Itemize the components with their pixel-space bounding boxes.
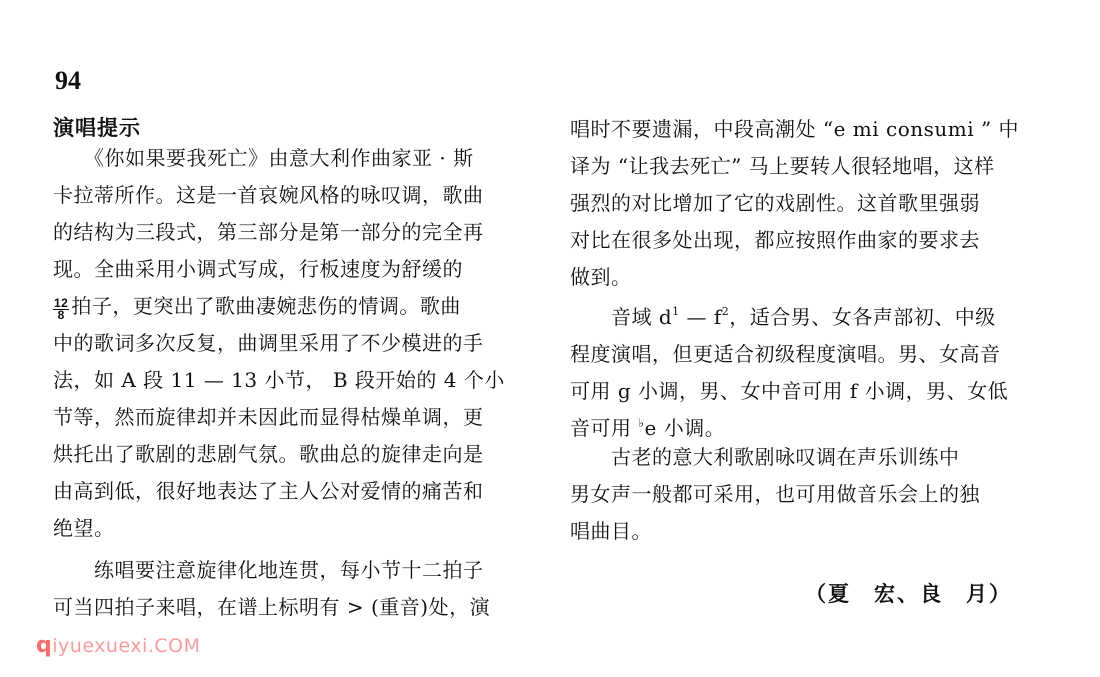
text-line: 唱曲目。 bbox=[570, 519, 652, 543]
text-line: 《你如果要我死亡》由意大利作曲家亚 · 斯 bbox=[53, 146, 474, 170]
text-line: 中的歌词多次反复，曲调里采用了不少模进的手 bbox=[53, 331, 484, 355]
text-line: 节等，然而旋律却并未因此而显得枯燥单调，更 bbox=[53, 405, 484, 429]
superscript: 1 bbox=[672, 305, 680, 318]
text-line: 强烈的对比增加了它的戏剧性。这首歌里强弱 bbox=[570, 191, 980, 215]
text-line: 程度演唱，但更适合初级程度演唱。男、女高音 bbox=[570, 342, 1001, 366]
text-line: 做到。 bbox=[570, 265, 632, 289]
text-fragment: — f bbox=[679, 305, 722, 329]
text-line: 法，如 A 段 11 — 13 小节， B 段开始的 4 个小 bbox=[53, 368, 505, 392]
section-heading: 演唱提示 bbox=[53, 116, 141, 140]
text-line: 可用 g 小调，男、女中音可用 f 小调，男、女低 bbox=[570, 379, 1009, 403]
text-line: 卡拉蒂所作。这是一首哀婉风格的咏叹调，歌曲 bbox=[53, 183, 484, 207]
watermark-text: iyuexuexi.COM bbox=[52, 635, 201, 657]
time-signature bbox=[53, 298, 69, 321]
text-line: 唱时不要遗漏，中段高潮处 “e mi consumi ” 中 bbox=[570, 117, 1020, 141]
author-signature: （夏 宏、良 月） bbox=[805, 581, 1012, 606]
text-line: 译为 “让我去死亡” 马上要转人很轻地唱，这样 bbox=[570, 154, 995, 178]
text-fragment: ，适合男、女各声部初、中级 bbox=[729, 305, 996, 329]
site-watermark bbox=[36, 633, 201, 658]
text-line: 现。全曲采用小调式写成，行板速度为舒缓的 bbox=[53, 257, 463, 281]
text-fragment: 拍子，更突出了歌曲凄婉悲伤的情调。歌曲 bbox=[71, 294, 461, 318]
text-line: 古老的意大利歌剧咏叹调在声乐训练中 bbox=[570, 445, 960, 469]
text-line: 绝望。 bbox=[53, 516, 115, 540]
text-line: 练唱要注意旋律化地连贯，每小节十二拍子 bbox=[53, 558, 484, 582]
watermark-logo-letter: q bbox=[36, 633, 53, 658]
superscript: 2 bbox=[721, 305, 730, 318]
text-line: 由高到低，很好地表达了主人公对爱情的痛苦和 bbox=[53, 479, 484, 503]
page-number: 94 bbox=[55, 66, 81, 95]
flat-key-line bbox=[570, 414, 725, 442]
text-line: 的结构为三段式，第三部分是第一部分的完全再 bbox=[53, 220, 484, 244]
text-fragment: 音域 d bbox=[570, 305, 673, 329]
text-line-with-time-signature bbox=[53, 292, 461, 320]
vocal-range-line bbox=[570, 303, 996, 331]
text-fragment: e 小调。 bbox=[644, 416, 726, 440]
text-line: 男女声一般都可采用，也可用做音乐会上的独 bbox=[570, 482, 980, 506]
time-signature-numerator: 12 bbox=[54, 296, 69, 310]
text-line: 对比在很多处出现，都应按照作曲家的要求去 bbox=[570, 228, 980, 252]
text-fragment: 音可用 bbox=[570, 416, 639, 440]
flat-symbol: ♭ bbox=[638, 416, 645, 430]
time-signature-denominator: 8 bbox=[57, 308, 65, 322]
text-line: 烘托出了歌剧的悲剧气氛。歌曲总的旋律走向是 bbox=[53, 442, 484, 466]
text-line: 可当四拍子来唱，在谱上标明有 > (重音)处，演 bbox=[53, 595, 491, 619]
